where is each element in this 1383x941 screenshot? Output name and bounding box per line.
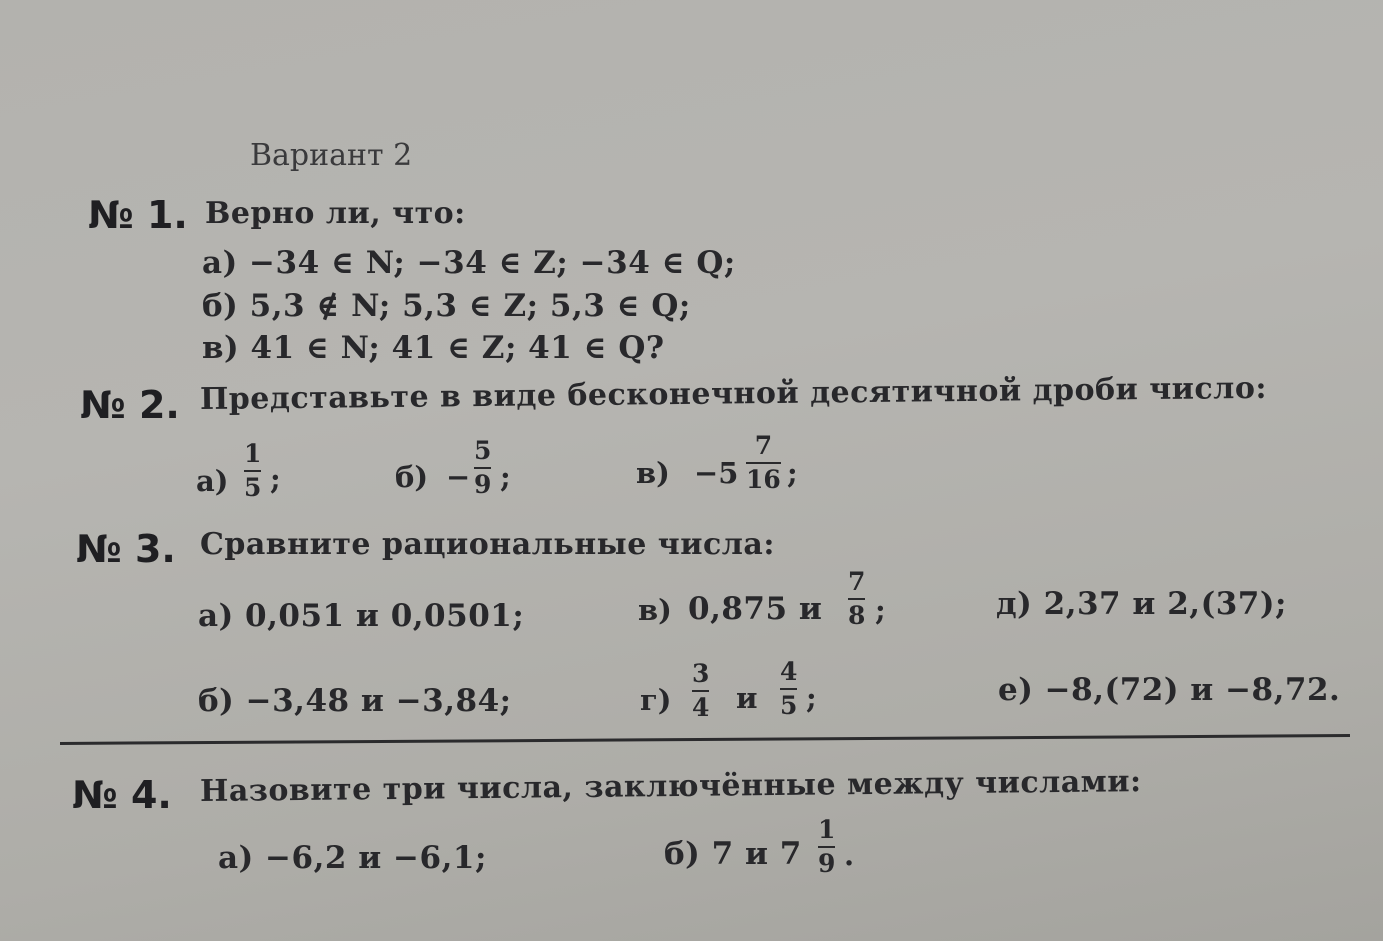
task3-v-label: в) <box>638 593 672 627</box>
denominator: 5 <box>780 691 798 720</box>
fraction-bar <box>692 690 709 692</box>
task2-b-tail: ; <box>500 460 511 494</box>
task2-b-label: б) <box>395 460 429 494</box>
task3-g-label: г) <box>640 683 672 717</box>
fraction-bar <box>848 598 865 600</box>
task3-v-tail: ; <box>875 593 886 627</box>
numerator: 3 <box>692 659 710 688</box>
task3-v-text: 0,875 и <box>688 591 823 627</box>
task3-g-and: и <box>736 681 758 715</box>
task3-g-fraction-1 <box>692 660 709 722</box>
denominator: 8 <box>848 601 866 630</box>
task2-question: Представьте в виде бесконечной десятичной дроби число: <box>199 370 1268 417</box>
fraction-bar <box>474 467 491 469</box>
task2-a-fraction <box>244 440 261 502</box>
task1-question: Верно ли, что: <box>205 196 466 231</box>
numerator: 1 <box>244 439 262 468</box>
task2-a-label: а) <box>196 464 229 498</box>
task2-c-fraction <box>746 432 781 494</box>
denominator: 4 <box>692 693 710 722</box>
task4-number: № 4. <box>72 773 172 817</box>
task4-b-fraction <box>818 816 835 878</box>
task4-question: Назовите три числа, заключённые между числами: <box>199 764 1142 809</box>
task1-number: № 1. <box>88 193 188 237</box>
task3-item-a: а) 0,051 и 0,0501; <box>198 598 525 634</box>
fraction-bar <box>780 688 797 690</box>
denominator: 9 <box>818 849 836 878</box>
denominator: 16 <box>746 465 781 494</box>
task3-number: № 3. <box>76 527 176 571</box>
numerator: 7 <box>754 431 773 460</box>
task2-c-label: в) <box>636 456 670 490</box>
numerator: 5 <box>474 436 492 465</box>
fraction-bar <box>244 470 261 472</box>
task3-item-b: б) −3,48 и −3,84; <box>198 683 512 719</box>
denominator: 9 <box>474 470 492 499</box>
task2-number: № 2. <box>80 383 180 427</box>
task1-item-b: б) 5,3 ∉ N; 5,3 ∈ Z; 5,3 ∈ Q; <box>202 288 691 324</box>
task3-item-e: е) −8,(72) и −8,72. <box>998 672 1341 708</box>
task1-item-a: а) −34 ∈ N; −34 ∈ Z; −34 ∈ Q; <box>202 245 736 281</box>
task4-item-a: а) −6,2 и −6,1; <box>218 840 487 876</box>
task2-b-fraction <box>474 437 491 499</box>
task2-b-sign: − <box>446 460 471 494</box>
task2-c-whole: −5 <box>694 456 739 490</box>
task4-b-tail: . <box>844 838 855 872</box>
denominator: 5 <box>244 473 262 502</box>
task3-question: Сравните рациональные числа: <box>200 527 775 562</box>
task2-a-tail: ; <box>270 462 281 496</box>
divider-line <box>60 734 1350 745</box>
task3-g-tail: ; <box>806 681 817 715</box>
fraction-bar <box>818 846 835 848</box>
task3-item-d: д) 2,37 и 2,(37); <box>996 586 1287 622</box>
numerator: 7 <box>848 567 866 596</box>
task4-item-b-text: б) 7 и 7 <box>664 836 802 872</box>
task3-v-fraction <box>848 568 865 630</box>
task1-item-c: в) 41 ∈ N; 41 ∈ Z; 41 ∈ Q? <box>202 330 665 366</box>
task2-c-tail: ; <box>787 456 798 490</box>
numerator: 1 <box>818 815 836 844</box>
variant-title: Вариант 2 <box>250 138 413 173</box>
numerator: 4 <box>780 657 798 686</box>
task3-g-fraction-2 <box>780 658 797 720</box>
fraction-bar <box>746 462 781 464</box>
